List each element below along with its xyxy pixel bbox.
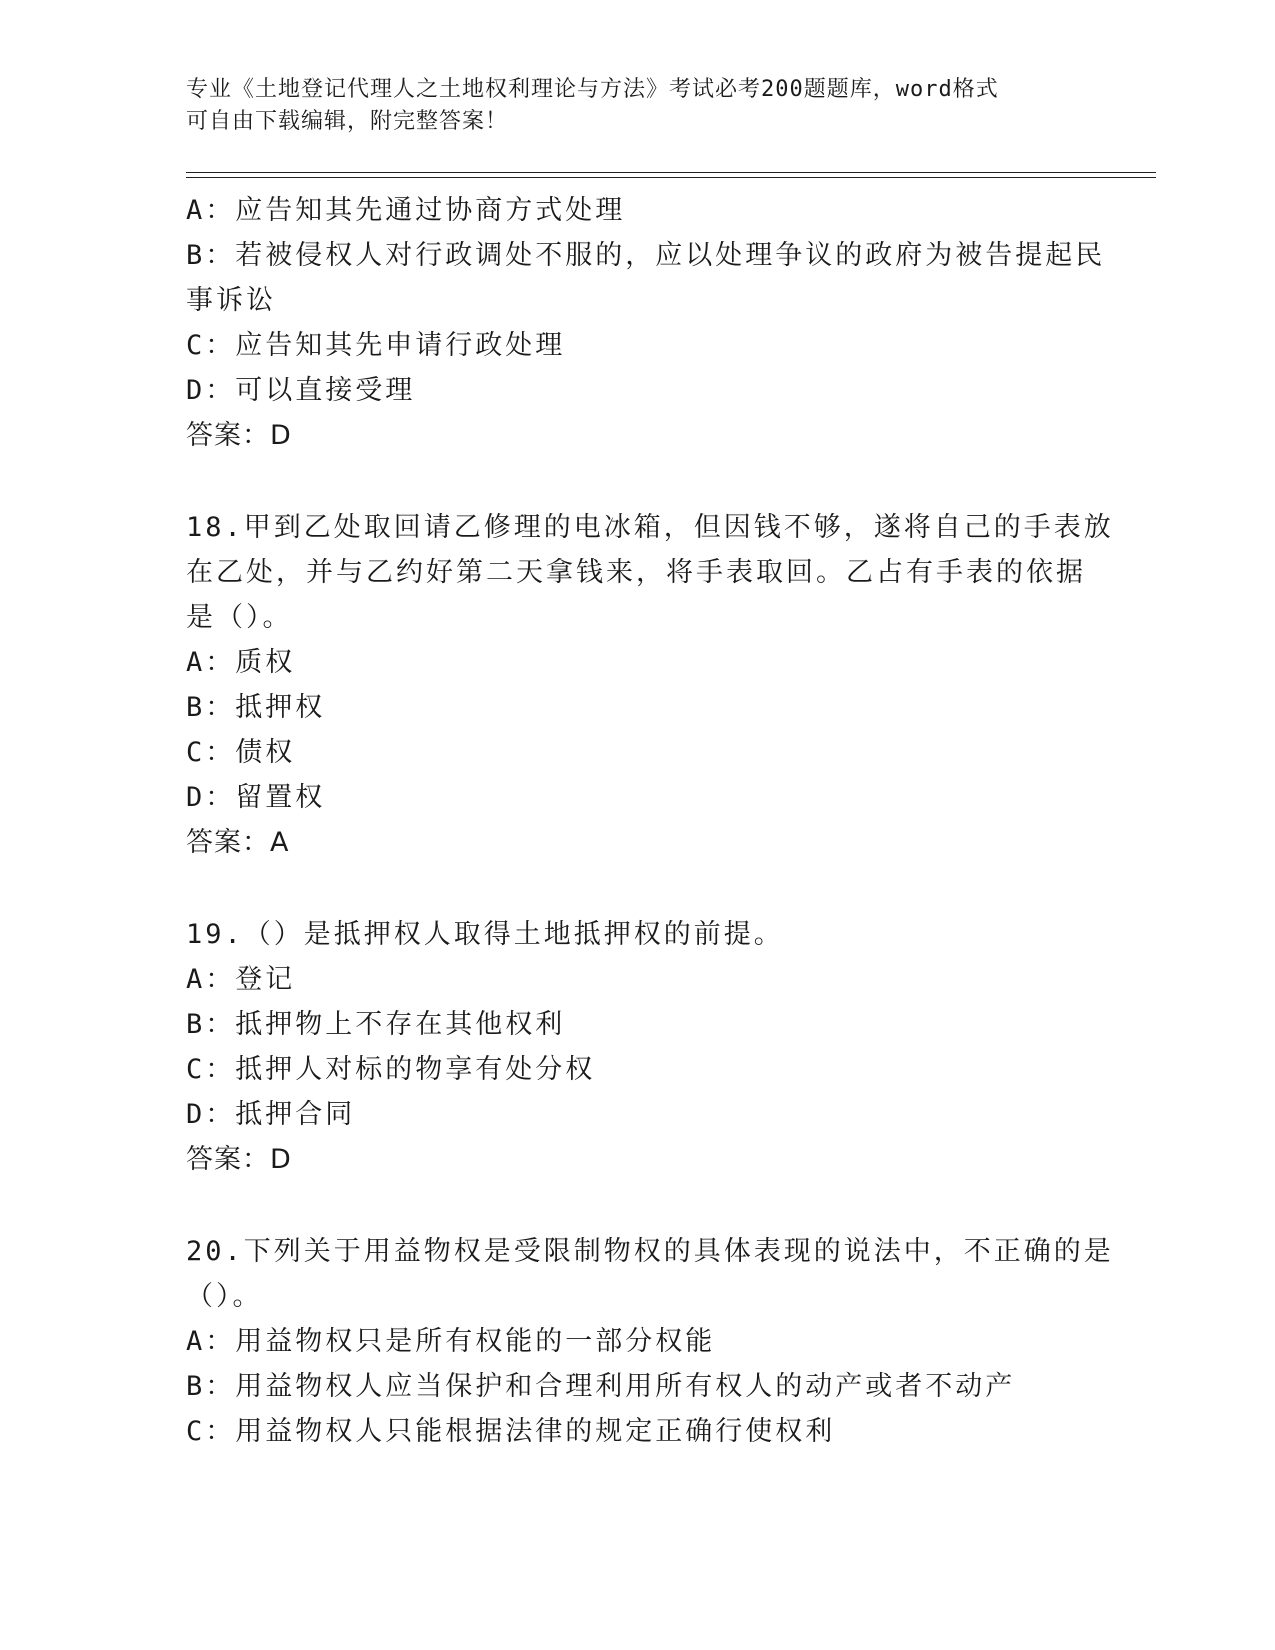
question-18	[186, 505, 1114, 865]
option-d: D：留置权	[186, 782, 326, 813]
header-rule-bottom	[186, 177, 1156, 178]
option-a: A：应告知其先通过协商方式处理	[186, 195, 626, 226]
question-20	[186, 1229, 1114, 1454]
answer-line: 答案：D	[186, 1144, 292, 1175]
header-rule-top	[186, 172, 1156, 173]
option-c: C：抵押人对标的物享有处分权	[186, 1054, 596, 1085]
header-line-1: 专业《土地登记代理人之土地权利理论与方法》考试必考200题题库，word格式	[186, 77, 999, 102]
option-d: D：可以直接受理	[186, 375, 416, 406]
option-a: A：用益物权只是所有权能的一部分权能	[186, 1326, 716, 1357]
question-stem-line: 20.下列关于用益物权是受限制物权的具体表现的说法中，不正确的是	[186, 1236, 1114, 1267]
question-17-fragment	[186, 188, 1106, 458]
question-stem-line: 在乙处，并与乙约好第二天拿钱来，将手表取回。乙占有手表的依据	[186, 557, 1086, 588]
answer-line: 答案：D	[186, 420, 292, 451]
header-line-2: 可自由下载编辑，附完整答案！	[186, 109, 509, 134]
question-stem-line: （）。	[186, 1281, 263, 1312]
option-d: D：抵押合同	[186, 1099, 356, 1130]
answer-line: 答案：A	[186, 827, 290, 858]
question-content	[186, 188, 1114, 1454]
question-19	[186, 912, 1086, 1182]
question-stem-line: 19.（）是抵押权人取得土地抵押权的前提。	[186, 919, 784, 950]
option-b: B：若被侵权人对行政调处不服的，应以处理争议的政府为被告提起民	[186, 240, 1106, 271]
option-a: A：质权	[186, 647, 296, 678]
option-c: C：应告知其先申请行政处理	[186, 330, 566, 361]
option-b-continuation: 事诉讼	[186, 285, 276, 316]
option-b: B：抵押权	[186, 692, 326, 723]
option-c: C：用益物权人只能根据法律的规定正确行使权利	[186, 1416, 836, 1447]
option-a: A：登记	[186, 964, 296, 995]
question-stem-line: 18.甲到乙处取回请乙修理的电冰箱，但因钱不够，遂将自己的手表放	[186, 512, 1114, 543]
document-header	[186, 74, 1086, 138]
option-c: C：债权	[186, 737, 296, 768]
option-b: B：抵押物上不存在其他权利	[186, 1009, 566, 1040]
option-b: B：用益物权人应当保护和合理利用所有权人的动产或者不动产	[186, 1371, 1016, 1402]
question-stem-line: 是（）。	[186, 602, 293, 633]
